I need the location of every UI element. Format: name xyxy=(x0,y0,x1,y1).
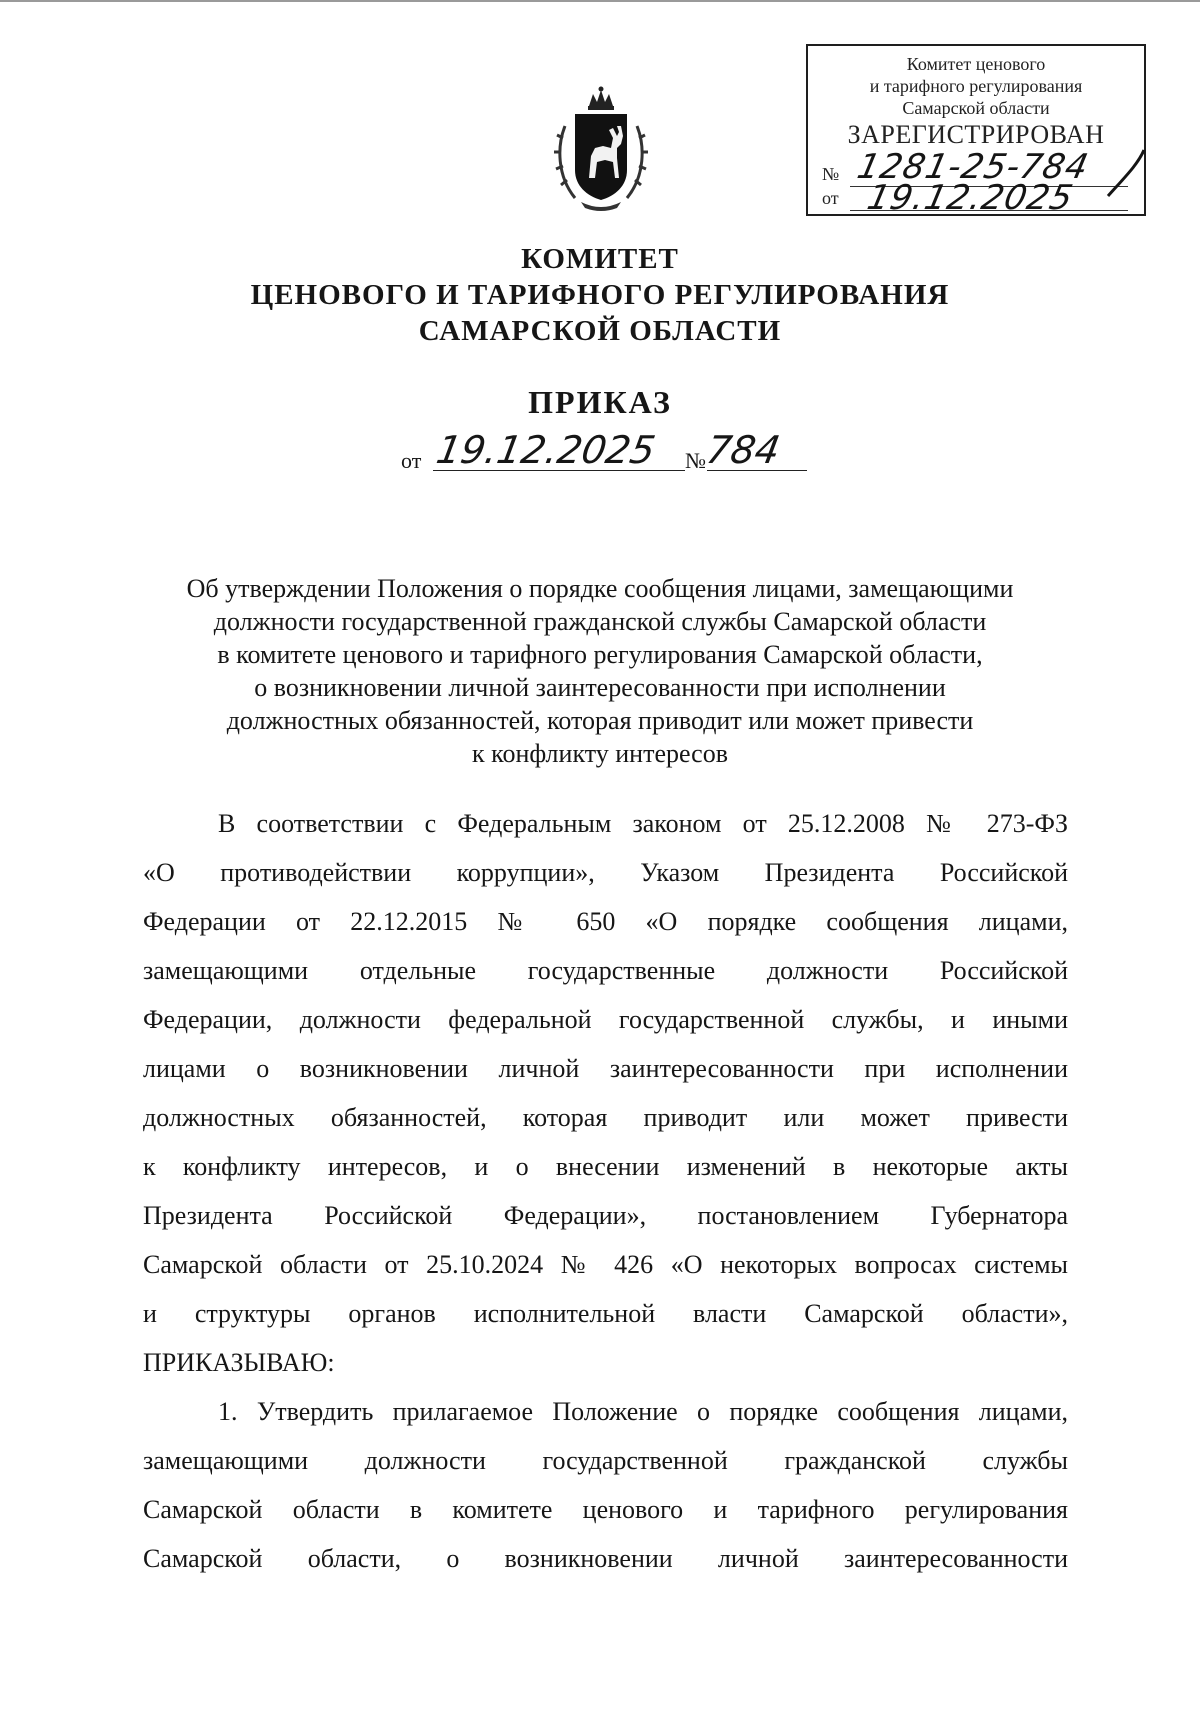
stamp-date-label: от xyxy=(822,188,839,208)
preamble-line: лицами о возникновении личной заинтересованности при исполнении xyxy=(143,1054,1068,1083)
subject-line: Об утверждении Положения о порядке сообщения лицами, замещающими xyxy=(186,574,1014,603)
stamp-line-3: Самарской области xyxy=(902,98,1050,118)
preamble-line: Федерации от 22.12.2015 № 650 «О порядке сообщения лицами, xyxy=(143,907,1068,936)
subject-line: о возникновении личной заинтересованности при исполнении xyxy=(254,673,946,702)
org-name-line-3: САМАРСКОЙ ОБЛАСТИ xyxy=(418,315,782,347)
stamp-status: ЗАРЕГИСТРИРОВАН xyxy=(847,120,1105,149)
preamble-line: Президента Российской Федерации», постановлением Губернатора xyxy=(143,1201,1068,1230)
preamble-order-word: ПРИКАЗЫВАЮ: xyxy=(143,1348,335,1377)
order-number-handwritten: 784 xyxy=(703,428,784,472)
order-date-handwritten: 19.12.2025 xyxy=(433,428,659,472)
org-name-line-2: ЦЕНОВОГО И ТАРИФНОГО РЕГУЛИРОВАНИЯ xyxy=(250,279,950,311)
page-top-border xyxy=(0,0,1200,2)
stamp-line-1: Комитет ценового xyxy=(906,54,1046,74)
order-number-prefix: № xyxy=(685,448,706,473)
preamble-line: должностных обязанностей, которая приводит или может привести xyxy=(143,1103,1068,1132)
subject-line: должностных обязанностей, которая приводит или может привести xyxy=(226,706,974,735)
stamp-number-label: № xyxy=(822,164,840,184)
item1-line: Самарской области, о возникновении личной заинтересованности xyxy=(143,1544,1068,1573)
preamble-line: к конфликту интересов, и о внесении изменений в некоторые акты xyxy=(143,1152,1068,1181)
stamp-line-2: и тарифного регулирования xyxy=(869,76,1083,96)
document-type-title: ПРИКАЗ xyxy=(528,384,672,420)
order-date-number-line xyxy=(401,428,831,478)
item1-line: замещающими должности государственной гражданской службы xyxy=(143,1446,1068,1475)
stamp-number-handwritten: 1281-25-784 xyxy=(853,147,1093,187)
subject-line: в комитете ценового и тарифного регулирования Самарской области, xyxy=(217,640,983,669)
subject-line: должности государственной гражданской службы Самарской области xyxy=(213,607,987,636)
stamp-signature-stroke-icon xyxy=(808,46,1148,218)
org-name-line-1: КОМИТЕТ xyxy=(521,243,679,275)
preamble-line: Федерации, должности федеральной государственной службы, и иными xyxy=(143,1005,1068,1034)
order-date-prefix: от xyxy=(401,448,422,473)
preamble-line: «О противодействии коррупции», Указом Президента Российской xyxy=(143,858,1068,887)
stamp-date-handwritten: 19.12.2025 xyxy=(863,178,1077,218)
preamble-line: В соответствии с Федеральным законом от 25.12.2008 № 273-ФЗ xyxy=(218,809,1068,838)
registration-stamp xyxy=(806,44,1146,216)
samara-coat-of-arms-icon xyxy=(545,86,657,214)
subject-line: к конфликту интересов xyxy=(472,739,728,768)
item1-line: 1. Утвердить прилагаемое Положение о порядке сообщения лицами, xyxy=(218,1397,1068,1426)
preamble-line: Самарской области от 25.10.2024 № 426 «О некоторых вопросах системы xyxy=(143,1250,1068,1279)
order-subject xyxy=(120,572,1080,770)
preamble-line: замещающими отдельные государственные должности Российской xyxy=(143,956,1068,985)
preamble-line: и структуры органов исполнительной власти Самарской области», xyxy=(143,1299,1068,1328)
item1-line: Самарской области в комитете ценового и тарифного регулирования xyxy=(143,1495,1068,1524)
